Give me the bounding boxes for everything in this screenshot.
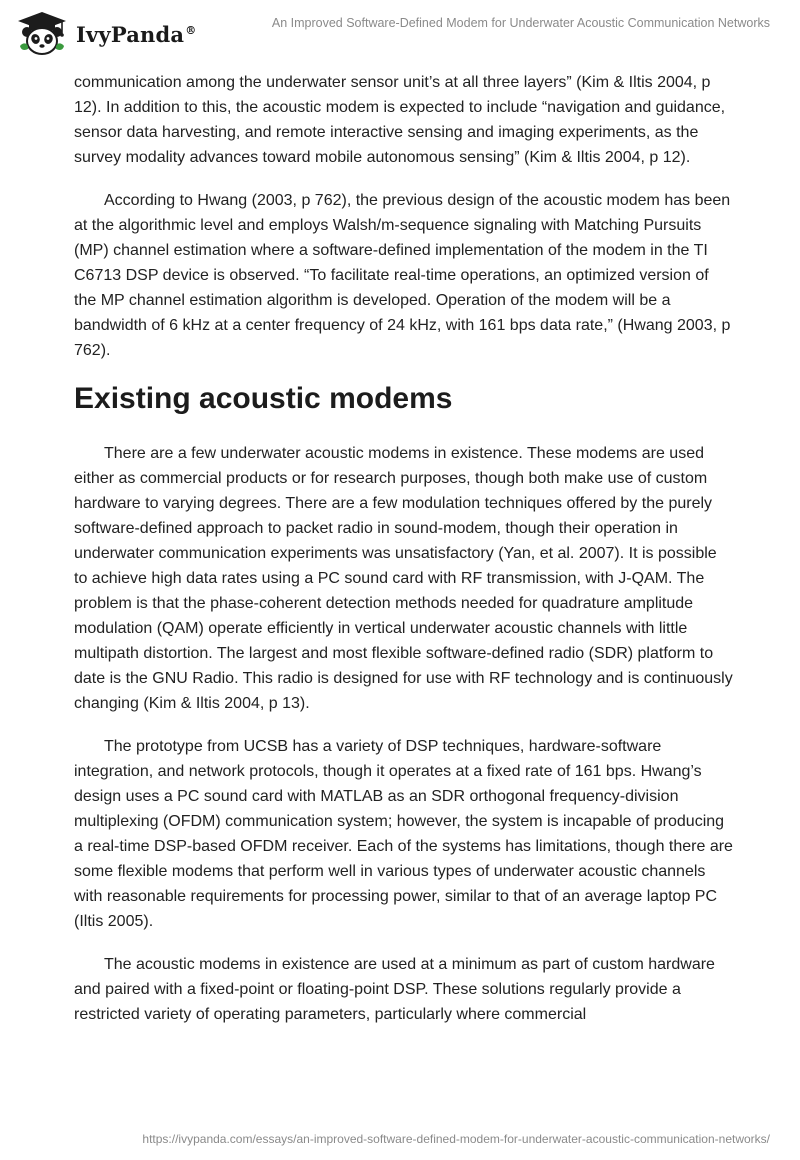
source-url[interactable]: https://ivypanda.com/essays/an-improved-software-defined-modem-for-underwater-acoustic-communication-networks/ <box>142 1132 770 1146</box>
brand-name: IvyPanda® <box>76 21 197 47</box>
paragraph: The acoustic modems in existence are used at a minimum as part of custom hardware and paired with a fixed-point or floating-point DSP. These solutions regularly provide a restricted variety of operating parameters, particularly where commercial <box>74 956 715 1023</box>
section-heading: Existing acoustic modems <box>74 382 453 415</box>
paragraph: communication among the underwater sensor unit’s at all three layers” (Kim & Iltis 2004, p 12). In addition to this, the acoustic modem is expected to include “navigation and guidance, sensor data harvesting, and remote interactive sensing and imaging experiments, as the survey modality advances toward mobile autonomous sensing” (Kim & Iltis 2004, p 12). <box>74 74 726 166</box>
paragraph: According to Hwang (2003, p 762), the previous design of the acoustic modem has been at the algorithmic level and employs Walsh/m-sequence signaling with Matching Pursuits (MP) channel estimation where a software-defined implementation of the modem in the TI C6713 DSP device is observed. “To facilitate real-time operations, an optimized version of the MP channel estimation algorithm is developed. Operation of the modem will be a bandwidth of 6 kHz at a center frequency of 24 kHz, with 161 bps data rate,” (Hwang 2003, p 762). <box>74 192 731 359</box>
panda-graduate-icon <box>16 10 68 56</box>
paragraph: The prototype from UCSB has a variety of DSP techniques, hardware-software integration, and network protocols, though it operates at a fixed rate of 161 bps. Hwang’s design uses a PC sound card with MATLAB as an SDR orthogonal frequency-division multiplexing (OFDM) communication system; however, the system is incapable of producing a real-time DSP-based OFDM receiver. Each of the systems has limitations, though there are some flexible modems that perform well in various types of underwater acoustic channels with reasonable requirements for processing power, similar to that of an average laptop PC (Iltis 2005). <box>74 738 733 930</box>
paragraph: There are a few underwater acoustic modems in existence. These modems are used either as commercial products or for research purposes, though both make use of custom hardware to varying degrees. There are a few modulation techniques offered by the purely software-defined approach to packet radio in sound-modem, though their operation in underwater communication experiments was unsatisfactory (Yan, et al. 2007). It is possible to achieve high data rates using a PC sound card with RF transmission, with J-QAM. The problem is that the phase-coherent detection methods needed for quadrature amplitude modulation (QAM) operate efficiently in vertical underwater acoustic channels with little multipath distortion. The largest and most flexible software-defined radio (SDR) platform to date is the GNU Radio. This radio is designed for use with RF technology and is continuously changing (Kim & Iltis 2004, p 13). <box>74 445 733 712</box>
page-header <box>0 0 800 64</box>
ivypanda-logo[interactable] <box>16 10 196 56</box>
document-title: An Improved Software-Defined Modem for Underwater Acoustic Communication Networks <box>271 16 770 30</box>
essay-content <box>74 70 734 1045</box>
